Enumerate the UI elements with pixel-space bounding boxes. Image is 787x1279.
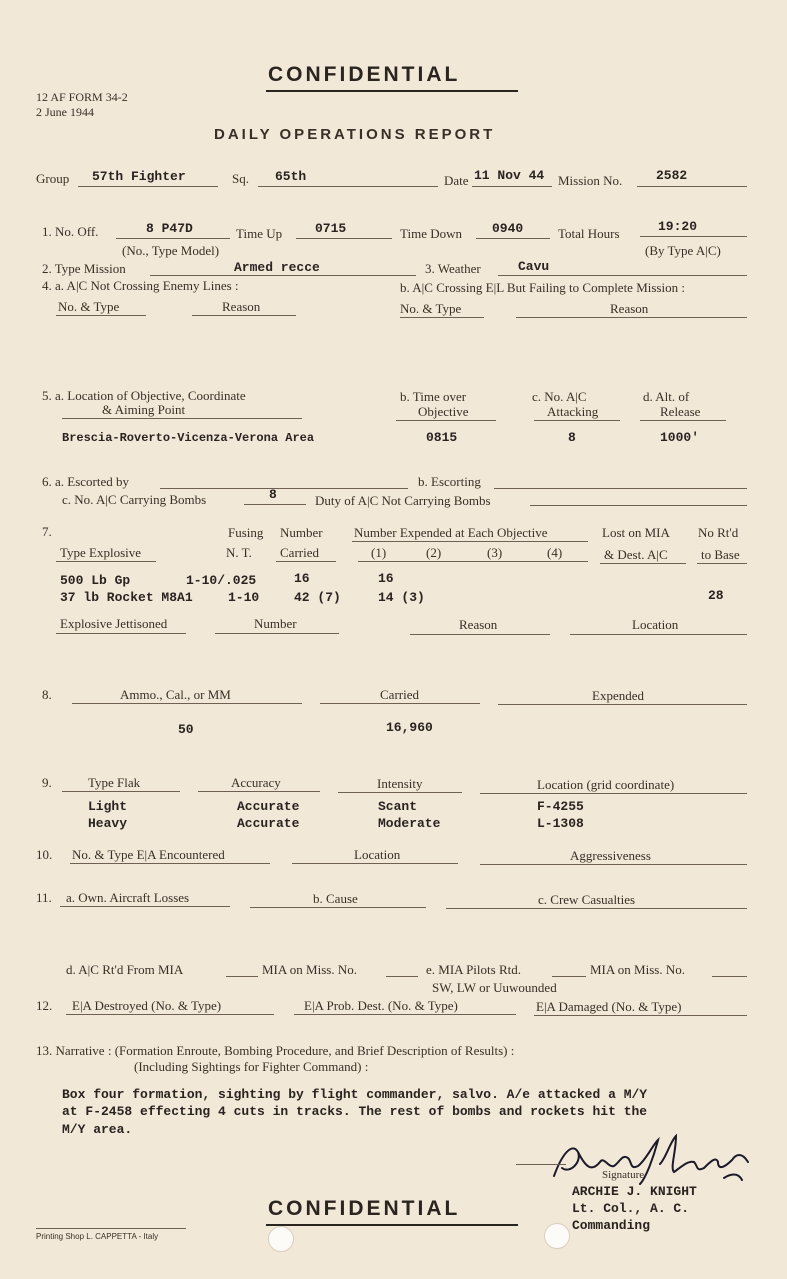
s8-cal-value: 50	[178, 722, 194, 737]
s9-num: 9.	[42, 775, 52, 790]
s9-row1-location: F-4255	[537, 799, 584, 814]
s5-a-label1: 5. a. Location of Objective, Coordinate	[42, 388, 246, 403]
s7-nortd-label2: to Base	[701, 547, 740, 562]
confidential-footer: CONFIDENTIAL	[268, 1197, 461, 1220]
s7-lost-label1: Lost on MIA	[602, 525, 670, 540]
s8-expended-label: Expended	[592, 688, 644, 703]
s7-row2-fusing: 1-10	[228, 590, 260, 605]
s9-row2-intensity: Moderate	[378, 816, 441, 831]
s7-nortd-label1: No Rt'd	[698, 525, 739, 540]
s7-jett-number: Number	[254, 616, 297, 631]
s10-location: Location	[354, 847, 401, 862]
time-up-value: 0715	[315, 221, 347, 236]
s7-fusing-label1: Fusing	[228, 525, 264, 540]
s4-a-label: 4. a. A|C Not Crossing Enemy Lines :	[42, 278, 239, 293]
s9-row1-intensity: Scant	[378, 799, 418, 814]
confidential-header: CONFIDENTIAL	[268, 63, 461, 86]
weather-value: Cavu	[518, 259, 550, 274]
s9-row1-accuracy: Accurate	[237, 799, 300, 814]
s5-d-label1: d. Alt. of	[643, 389, 690, 404]
s7-jett-label: Explosive Jettisoned	[60, 616, 168, 631]
type-mission-label: 2. Type Mission	[42, 261, 126, 276]
s7-col4: (4)	[547, 545, 563, 560]
s5-b-label1: b. Time over	[400, 389, 467, 404]
s9-row2-location: L-1308	[537, 816, 584, 831]
s9-accuracy-label: Accuracy	[231, 775, 281, 790]
sq-label: Sq.	[232, 171, 249, 186]
s11-c-label: c. Crew Casualties	[538, 892, 636, 907]
s1-value: 8 P47D	[146, 221, 193, 236]
s11-num: 11.	[36, 890, 52, 905]
s11-d-label: d. A|C Rt'd From MIA	[66, 962, 184, 977]
s5-location-value: Brescia-Roverto-Vicenza-Verona Area	[62, 431, 315, 445]
s7-expended-header: Number Expended at Each Objective	[354, 525, 548, 540]
date-label: Date	[444, 173, 469, 188]
s5-a-label2: & Aiming Point	[102, 402, 186, 417]
punch-hole-right	[544, 1223, 570, 1249]
s7-number-label1: Number	[280, 525, 323, 540]
s6-c-value: 8	[269, 487, 277, 502]
printer-credit: Printing Shop L. CAPPETTA - Italy	[36, 1232, 159, 1241]
s7-jett-location: Location	[632, 617, 679, 632]
total-hours-value: 19:20	[658, 219, 698, 234]
s4-b-no-type: No. & Type	[400, 301, 462, 316]
s5-b-label2: Objective	[418, 404, 469, 419]
s12-prob: E|A Prob. Dest. (No. & Type)	[304, 998, 458, 1013]
s9-row2-accuracy: Accurate	[237, 816, 300, 831]
s11-sw-label: SW, LW or Uuwounded	[432, 980, 557, 995]
s13-label1: 13. Narrative : (Formation Enroute, Bombing Procedure, and Brief Description of Results) :	[36, 1043, 515, 1058]
s6-a-label: 6. a. Escorted by	[42, 474, 130, 489]
s9-type-label: Type Flak	[88, 775, 141, 790]
time-up-label: Time Up	[236, 226, 283, 241]
s1-label: 1. No. Off.	[42, 224, 99, 239]
s9-location-label: Location (grid coordinate)	[537, 777, 675, 792]
s6-duty-label: Duty of A|C Not Carrying Bombs	[315, 493, 491, 508]
s7-row1-exp1: 16	[378, 571, 394, 586]
s7-row2-exp1: 14 (3)	[378, 590, 425, 605]
mission-value: 2582	[656, 168, 688, 183]
s4-b-label: b. A|C Crossing E|L But Failing to Complete Mission :	[400, 280, 685, 295]
s11-b-label: b. Cause	[313, 891, 358, 906]
s5-d-label2: Release	[660, 404, 701, 419]
s12-destroyed: E|A Destroyed (No. & Type)	[72, 998, 222, 1013]
s7-type-label: Type Explosive	[60, 545, 142, 560]
s7-row2-carried: 42 (7)	[294, 590, 341, 605]
s11-e-label: e. MIA Pilots Rtd.	[426, 962, 521, 977]
s6-c-label: c. No. A|C Carrying Bombs	[62, 492, 207, 507]
signer-rank: Lt. Col., A. C.	[572, 1201, 690, 1216]
s13-label2: (Including Sightings for Fighter Command) :	[134, 1059, 369, 1074]
header-underline	[266, 90, 518, 92]
s4-a-reason: Reason	[222, 299, 261, 314]
s11-d-mia: MIA on Miss. No.	[262, 962, 357, 977]
group-value: 57th Fighter	[92, 169, 186, 184]
total-hours-label: Total Hours	[558, 226, 620, 241]
s7-num: 7.	[42, 524, 52, 539]
s9-intensity-label: Intensity	[377, 776, 423, 791]
s4-a-no-type: No. & Type	[58, 299, 120, 314]
s7-row2-rtd: 28	[708, 588, 724, 603]
s7-row1-fusing: 1-10/.025	[186, 573, 257, 588]
s10-aggressiveness: Aggressiveness	[570, 848, 651, 863]
s1-sublabel-left: (No., Type Model)	[122, 243, 220, 258]
s11-e-mia: MIA on Miss. No.	[590, 962, 685, 977]
s6-b-label: b. Escorting	[418, 474, 481, 489]
s5-attacking-value: 8	[568, 430, 576, 445]
punch-hole-left	[268, 1226, 294, 1252]
s8-carried-label: Carried	[380, 687, 419, 702]
s9-row1-type: Light	[88, 799, 128, 814]
s10-num: 10.	[36, 847, 53, 862]
s1-sublabel-right: (By Type A|C)	[645, 243, 721, 258]
s7-row1-carried: 16	[294, 571, 310, 586]
date-value: 11 Nov 44	[474, 168, 545, 183]
narrative-line-3: M/Y area.	[62, 1122, 133, 1137]
s8-num: 8.	[42, 687, 52, 702]
signer-name: ARCHIE J. KNIGHT	[572, 1184, 697, 1199]
s8-ammo-label: Ammo., Cal., or MM	[120, 687, 231, 702]
time-down-value: 0940	[492, 221, 524, 236]
narrative-line-1: Box four formation, sighting by flight commander, salvo. A/e attacked a M/Y	[62, 1087, 648, 1102]
s7-col1: (1)	[371, 545, 387, 560]
s5-c-label2: Attacking	[547, 404, 599, 419]
time-down-label: Time Down	[400, 226, 463, 241]
type-mission-value: Armed recce	[234, 260, 320, 275]
s11-a-label: a. Own. Aircraft Losses	[66, 890, 190, 905]
s5-alt-value: 1000'	[660, 430, 700, 445]
weather-label: 3. Weather	[425, 261, 481, 276]
signature-label: Signature	[602, 1169, 645, 1181]
s7-fusing-label2: N. T.	[226, 545, 252, 560]
s12-num: 12.	[36, 998, 53, 1013]
narrative-line-2: at F-2458 effecting 4 cuts in tracks. The rest of bombs and rockets hit the	[62, 1104, 648, 1119]
sq-value: 65th	[275, 169, 307, 184]
s7-row1-type: 500 Lb Gp	[60, 573, 131, 588]
form-date: 2 June 1944	[36, 105, 94, 119]
signer-role: Commanding	[572, 1218, 651, 1233]
s7-lost-label2: & Dest. A|C	[604, 547, 668, 562]
s7-number-label2: Carried	[280, 545, 319, 560]
s5-c-label1: c. No. A|C	[532, 389, 587, 404]
s7-col3: (3)	[487, 545, 503, 560]
s7-col2: (2)	[426, 545, 442, 560]
s7-jett-reason: Reason	[459, 617, 498, 632]
s10-label: No. & Type E|A Encountered	[72, 847, 225, 862]
s7-row2-type: 37 lb Rocket M8A1	[60, 590, 193, 605]
s9-row2-type: Heavy	[88, 816, 128, 831]
s5-time-value: 0815	[426, 430, 458, 445]
s8-carried-value: 16,960	[386, 720, 433, 735]
form-id: 12 AF FORM 34-2	[36, 90, 128, 104]
group-label: Group	[36, 171, 70, 186]
mission-label: Mission No.	[558, 173, 623, 188]
s12-damaged: E|A Damaged (No. & Type)	[536, 999, 682, 1014]
s4-b-reason: Reason	[610, 301, 649, 316]
report-title: DAILY OPERATIONS REPORT	[214, 126, 496, 143]
